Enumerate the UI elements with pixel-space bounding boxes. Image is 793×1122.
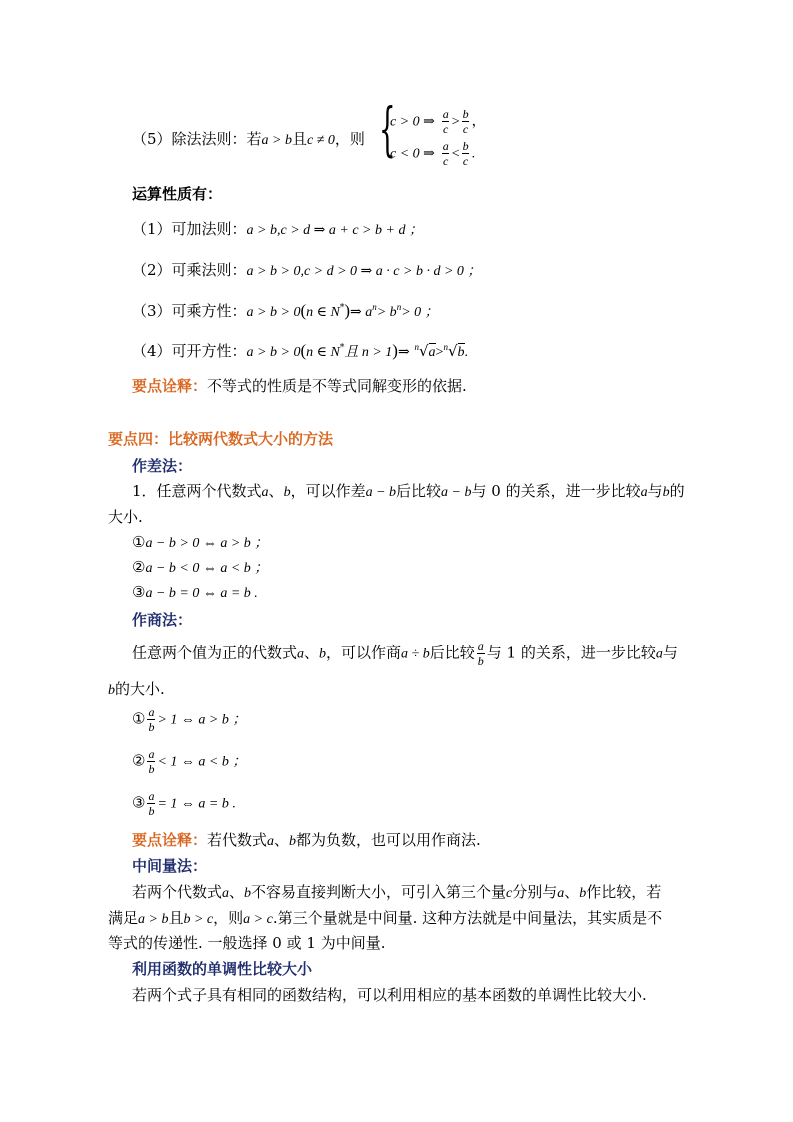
quot-line-1: 任意两个值为正的代数式a、b，可以作商a ÷ b后比较 $\frac{a}{b}$ 与 1 的关系，进一步比较a与 (132, 639, 678, 668)
division-and: 且 (292, 130, 308, 148)
diff-item-3: ③a − b = 0 ⇔ a = b . (132, 583, 258, 601)
left-brace-icon: { (379, 95, 396, 163)
diff-line-2: 大小. (108, 508, 143, 526)
division-rule (132, 128, 365, 149)
mono-title: 利用函数的单调性比较大小 (132, 960, 313, 978)
case1-prefix: c > 0 ⇒ (390, 114, 435, 130)
case2-sign: < (451, 146, 460, 162)
nth-root-b: $^n$√b (443, 342, 465, 360)
fraction-a-over-b: $\frac{a}{b}$ (477, 639, 484, 668)
op-pow: （3）可乘方性：a > b > 0(n ∈ N*)⇒ $a^n> b^n> 0$ ； (132, 301, 439, 320)
mono-text: 若两个式子具有相同的函数结构，可以利用相应的基本函数的单调性比较大小. (132, 986, 647, 1004)
fraction-a-over-c: $\frac{a}{c}$ (442, 107, 449, 136)
division-cond: a > b (261, 133, 292, 148)
section-4-title: 要点四：比较两代数式大小的方法 (108, 430, 334, 448)
nth-root-a: $^n$√a (414, 342, 436, 360)
quot-item-2: ② $\frac{a}{b}$ < 1 ⇔ a < b ； (132, 747, 247, 776)
quot-title: 作商法： (132, 611, 193, 629)
diff-item-2: ②a − b < 0 ⇔ a < b ； (132, 558, 269, 576)
division-rule-label: （5）除法法则：若 (132, 130, 262, 148)
mid-line-2: 满足a > b且b > c，则a > c.第三个量就是中间量. 这种方法就是中间量法，其实质是不 (108, 909, 663, 927)
quot-line-2: b的大小. (108, 680, 165, 698)
case2-prefix: c < 0 ⇒ (390, 146, 435, 162)
note-1-key: 要点诠释： (132, 377, 208, 395)
division-case-1: c > 0 ⇒ $\frac{a}{c}$ > $\frac{b}{c}$ ， (390, 107, 486, 136)
op-add: （1）可加法则：a > b,c > d ⇒ a + c > b + d ； (132, 220, 423, 238)
quot-item-3: ③ $\frac{a}{b}$ = 1 ⇔ a = b . (132, 789, 236, 818)
diff-item-1: ①a − b > 0 ⇔ a > b ； (132, 533, 269, 551)
fraction-a-over-c-2: $\frac{a}{c}$ (442, 139, 449, 168)
fraction-b-over-c-2: $\frac{b}{c}$ (462, 139, 469, 168)
division-case-2: c < 0 ⇒ $\frac{a}{c}$ < $\frac{b}{c}$ . (390, 139, 476, 168)
note-1-text: 不等式的性质是不等式同解变形的依据. (207, 377, 467, 395)
ops-heading: 运算性质有： (132, 185, 223, 203)
note-1 (132, 375, 467, 396)
diff-title: 作差法： (132, 457, 193, 475)
division-cond2: c ≠ 0 (307, 133, 335, 148)
division-then: ，则 (334, 130, 365, 148)
fraction-b-over-c: $\frac{b}{c}$ (462, 107, 469, 136)
mid-line-3: 等式的传递性. 一般选择 0 或 1 为中间量. (108, 934, 386, 952)
mid-title: 中间量法： (132, 857, 208, 875)
quot-item-1: ① $\frac{a}{b}$ > 1 ⇔ a > b ； (132, 705, 247, 734)
op-mul: （2）可乘法则：a > b > 0,c > d > 0 ⇒ a · c > b · d > 0 ； (132, 261, 482, 279)
op-root: （4）可开方性：a > b > 0(n ∈ N*且 n > 1)⇒ $^n$√a>$^n$√b. (132, 341, 468, 360)
case1-sign: > (451, 114, 460, 130)
diff-line-1: 1．任意两个代数式a、b，可以作差a − b后比较a − b与 0 的关系，进一步比较a与b的 (132, 482, 685, 500)
mid-line-1: 若两个代数式a、b不容易直接判断大小，可引入第三个量c分别与a、b作比较，若 (132, 883, 662, 901)
note-2: 要点诠释：若代数式a、b都为负数，也可以用作商法. (132, 831, 481, 849)
